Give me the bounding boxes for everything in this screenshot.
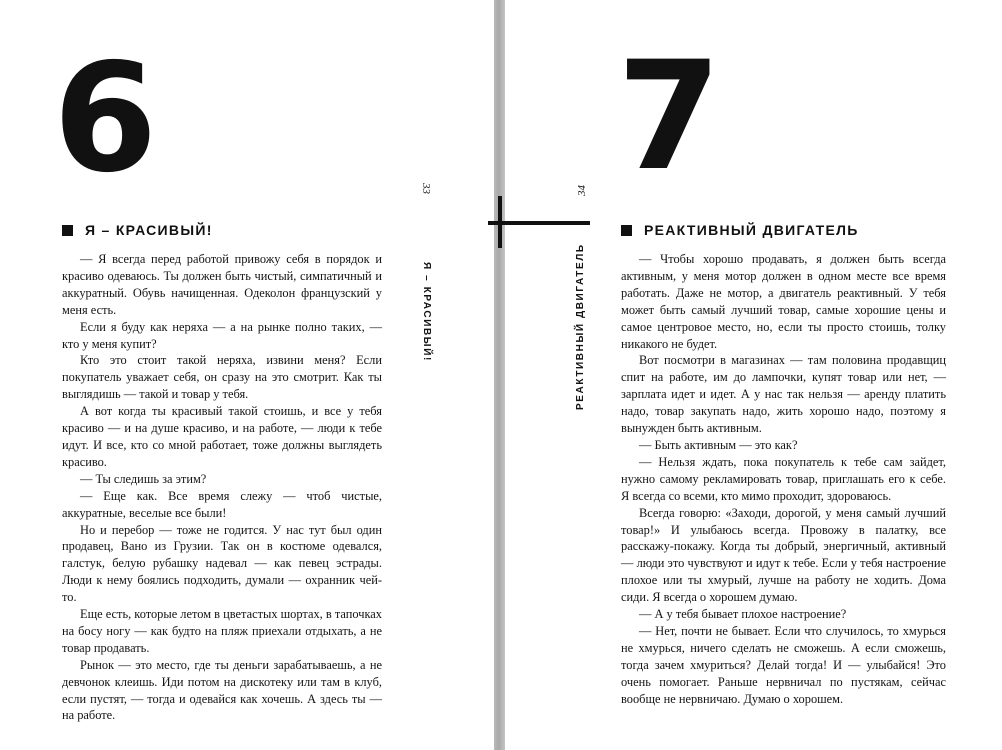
paragraph: Если я буду как неряха — а на рынке полно таких, — кто у меня купит? [62,319,382,351]
paragraph: Еще есть, которые летом в цветастых шортах, в тапочках на босу ногу — как будто на пляж приехали отдыхать, а не товар продавать. [62,607,382,655]
heading-text-left: Я – КРАСИВЫЙ! [85,222,213,238]
paragraph: Вот посмотри в магазинах — там половина продавщиц спит на работе, им до лампочки, купят товар или нет, — зарплата идет и идет. А у нас так нельзя — аренду платить надо, товар закупать надо, жить хорошо надо, поэтому я вынужден быть активным. [621,353,946,436]
paragraph: — Нет, почти не бывает. Если что случилось, то хмурься не хмурься, ничего сделать не сможешь. А если сможешь, тогда зачем хмуриться? Делай тогда! И — улыбайся! Это очень помогает. Раньше нервничал по пустякам, сейчас вообще не нервничаю. Думаю о хорошем. [621,623,946,706]
paragraph: Рынок — это место, где ты деньги зарабатываешь, а не девчонок клеишь. Иди потом на дискотеку или там в клуб, если пустят, — тогда и одевайся как хочешь. А здесь ты — на работе. [62,657,382,723]
paragraph: Кто это стоит такой неряха, извини меня? Если покупатель уважает себя, он сразу на это смотрит. Как ты выглядишь — такой и товар у тебя. [62,353,382,402]
book-gutter [494,0,505,750]
right-page [505,0,1002,750]
decorative-cross-stem [498,196,502,248]
body-text-left [62,251,382,724]
body-text-right [621,251,946,707]
heading-square-bullet [621,225,632,236]
chapter-number-6: 6 [53,32,154,206]
paragraph: — Еще как. Все время слежу — чтоб чистые, аккуратные, веселые все были! [62,488,382,520]
chapter-heading-right [621,222,859,238]
heading-text-right: РЕАКТИВНЫЙ ДВИГАТЕЛЬ [644,222,859,238]
heading-square-bullet [62,225,73,236]
chapter-heading-left [62,222,213,238]
paragraph: А вот когда ты красивый такой стоишь, и все у тебя красиво — и на душе красиво, и на работе, — люди к тебе идут. И все, кто со мной работает, тоже должны выглядеть красиво. [62,404,382,469]
paragraph: Всегда говорю: «Заходи, дорогой, у меня самый лучший товар!» И улыбаюсь всегда. Провожу в палатку, все расскажу-покажу. Когда ты добрый, энергичный, активный — люди это чувствуют и идут к тебе. Если у тебя настроение плохое или ты хмурый, лучше на работу не ходить. Дома сиди. Я всегда о хорошем думаю. [621,505,946,605]
paragraph: — Я всегда перед работой привожу себя в порядок и красиво одеваюсь. Ты должен быть чистый, симпатичный и аккуратный. Обувь начищенная. Одеколон французский у меня есть. [62,252,382,317]
paragraph: — Чтобы хорошо продавать, я должен быть всегда активным, у меня мотор должен в одном месте все время работать. Даже не мотор, а двигатель реактивный. У тебя может быть самый лучший товар, самые хорошие цены и самое центровое место, но, если ты просто стоишь, толку никакого не будет. [621,252,946,351]
left-page [0,0,494,750]
running-title-left: Я – КРАСИВЫЙ! [421,262,432,362]
chapter-number-7: 7 [617,30,718,204]
decorative-cross-bar [488,221,590,225]
paragraph: — А у тебя бывает плохое настроение? [639,607,847,622]
page-number-34: 34 [576,185,588,196]
paragraph: Но и перебор — тоже не годится. У нас тут был один продавец, Вано из Грузии. Так он в костюме одевался, галстук, белую рубашку надевал — как певец эстрады. Люди к нему боялись подходить, думали — охранник чей-то. [62,522,382,605]
paragraph: — Ты следишь за этим? [80,471,207,486]
page-number-33: 33 [420,183,432,194]
paragraph: — Быть активным — это как? [639,437,798,452]
paragraph: — Нельзя ждать, пока покупатель к тебе сам зайдет, нужно самому рекламировать товар, приглашать его к себе. Я всегда со всеми, кто мимо проходит, здороваюсь. [621,454,946,503]
running-title-right: РЕАКТИВНЫЙ ДВИГАТЕЛЬ [575,243,586,410]
